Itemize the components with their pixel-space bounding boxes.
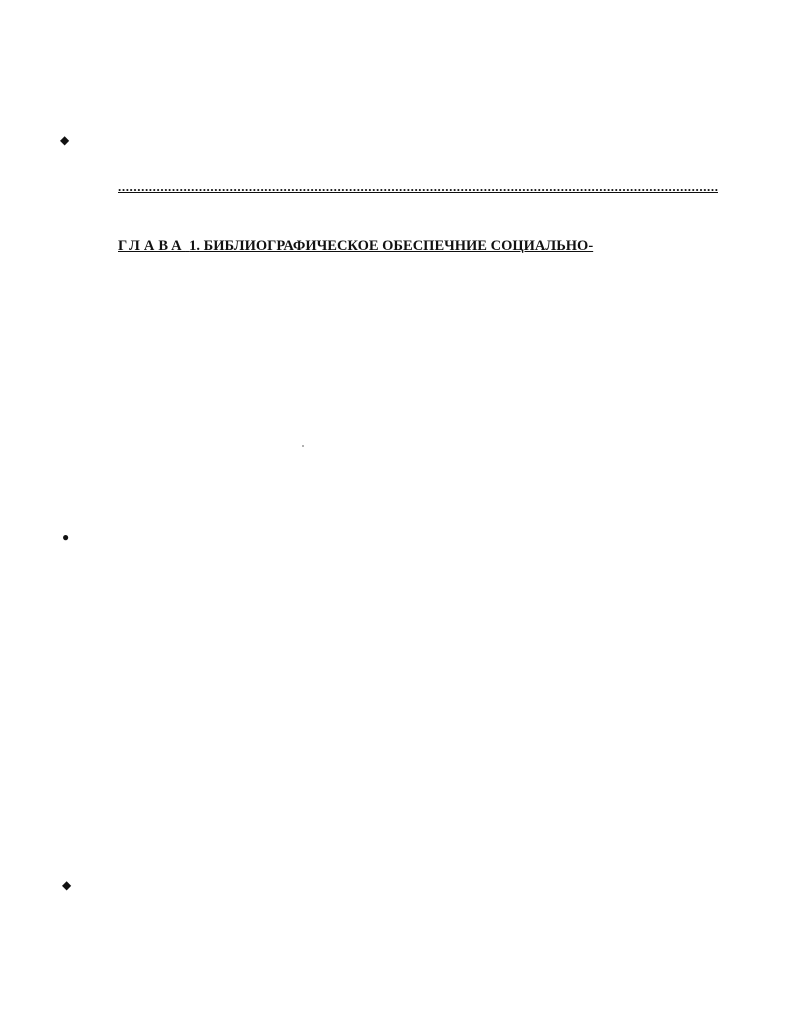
toc-chapter-1[interactable] (118, 238, 720, 256)
scan-speck (302, 445, 304, 447)
toc-chapter-line: ГЛАВА 1. БИБЛИОГРАФИЧЕСКОЕ ОБЕСПЕЧНИЕ СОЦИАЛЬНО- (118, 238, 594, 254)
toc-introduction[interactable] (118, 178, 720, 195)
punch-hole-mark: ● (62, 530, 70, 544)
leader-dots (118, 178, 718, 195)
punch-hole-mark: ◆ (62, 878, 72, 892)
punch-hole-mark: ◆ (60, 133, 70, 147)
